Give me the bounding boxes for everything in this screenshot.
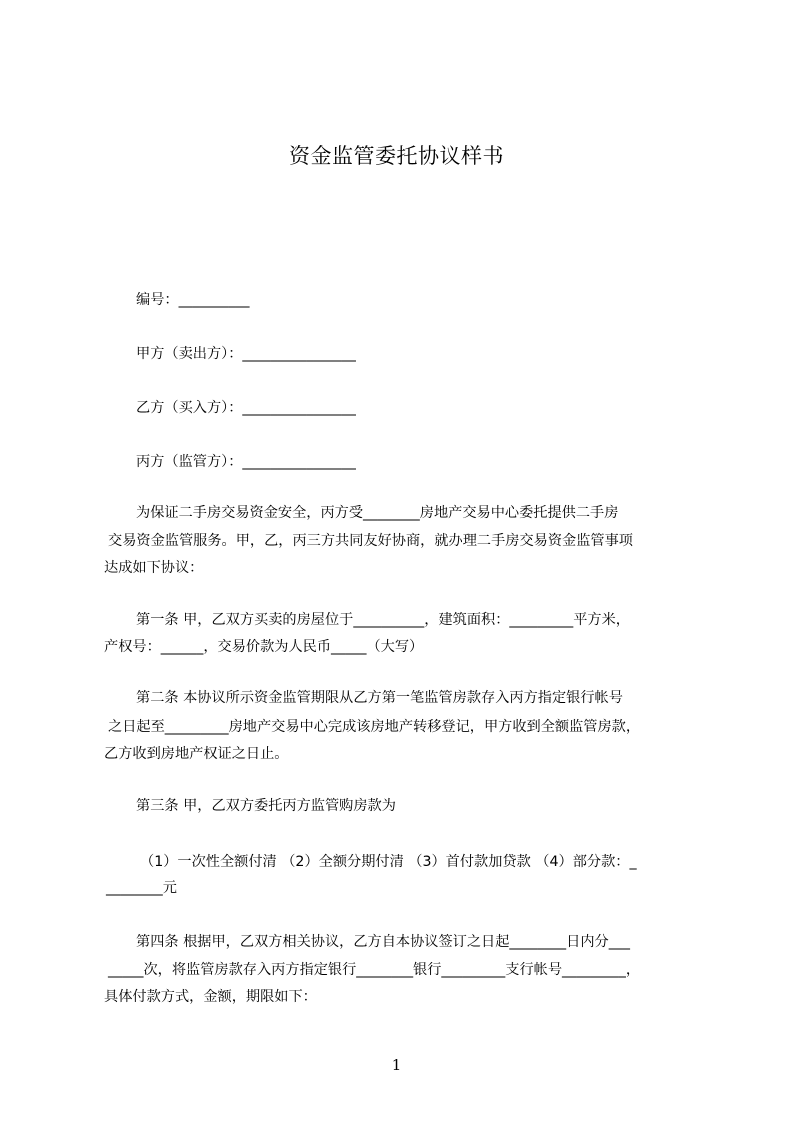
payment-options-line: （1）一次性全额付清 （2）全额分期付清 （3）首付款加贷款 （4）部分款：_ bbox=[140, 854, 637, 870]
page-number: 1 bbox=[391, 1056, 402, 1074]
intro-line: 达成如下协议： bbox=[104, 560, 204, 576]
article-4-line: _____次，将监管房款存入丙方指定银行________银行_________支行帐号_________， bbox=[108, 962, 641, 978]
article-1-line: 第一条 甲，乙双方买卖的房屋位于__________，建筑面积：_________平方米， bbox=[136, 612, 630, 628]
intro-line: 交易资金监管服务。甲，乙，丙三方共同友好协商，就办理二手房交易资金监管事项 bbox=[108, 533, 633, 549]
article-3-line: 第三条 甲，乙双方委托丙方监管购房款为 bbox=[136, 798, 396, 814]
field-party-c: 丙方（监管方）：________________ bbox=[136, 454, 356, 470]
article-2-line: 之日起至_________房地产交易中心完成该房地产转移登记，甲方收到全额监管房款， bbox=[108, 719, 641, 735]
article-4-line: 第四条 根据甲，乙双方相关协议，乙方自本协议签订之日起________日内分___ bbox=[136, 934, 630, 950]
field-party-a: 甲方（卖出方）：________________ bbox=[136, 346, 356, 362]
article-2-line: 第二条 本协议所示资金监管期限从乙方第一笔监管房款存入丙方指定银行帐号 bbox=[136, 690, 623, 706]
payment-options-line: ________元 bbox=[106, 880, 177, 896]
intro-line: 为保证二手房交易资金安全，丙方受________房地产交易中心委托提供二手房 bbox=[136, 505, 619, 521]
article-2-line: 乙方收到房地产权证之日止。 bbox=[104, 746, 289, 762]
field-party-b: 乙方（买入方）：________________ bbox=[136, 400, 356, 416]
document-title: 资金监管委托协议样书 bbox=[289, 144, 504, 168]
article-4-line: 具体付款方式，金额，期限如下： bbox=[104, 989, 317, 1005]
article-1-line: 产权号：______，交易价款为人民币_____（大写） bbox=[104, 639, 424, 655]
field-number: 编号：__________ bbox=[136, 292, 250, 308]
